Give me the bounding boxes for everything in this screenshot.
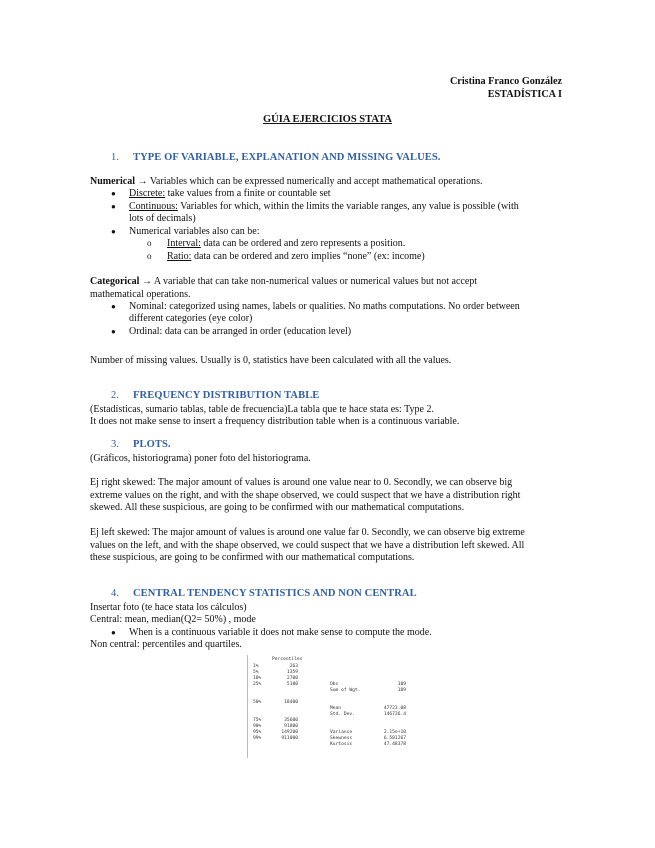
stata-stat-value: 47.48378: [383, 742, 406, 747]
course-name: ESTADÍSTICA I: [487, 89, 562, 100]
stata-pct-value: 5100: [286, 682, 298, 687]
stata-stat-label: Std. Dev.: [330, 712, 355, 717]
discrete-term: Discrete:: [129, 188, 166, 199]
section-4-title: CENTRAL TENDENCY STATISTICS AND NON CENTRAL: [133, 588, 417, 599]
stata-summary-output: [247, 655, 418, 758]
stata-stat-value: 109: [397, 688, 406, 693]
continuous-def-1: Variables for which, within the limits the variable ranges, any value is possible (with: [177, 201, 519, 212]
continuous-def-2: lots of decimals): [129, 213, 196, 224]
section-2-title: FREQUENCY DISTRIBUTION TABLE: [133, 390, 320, 401]
stata-percentiles-header: Percentiles: [272, 657, 303, 662]
section-4-heading: [111, 588, 417, 599]
stata-pct-value: 1359: [286, 670, 298, 675]
right-skewed-line-1: Ej right skewed: The major amount of values is around one value near to 0. Secondly, we can observe big: [90, 477, 513, 488]
bullet-icon: ●: [111, 628, 116, 637]
stata-pct-label: 50%: [253, 700, 262, 705]
stata-stat-value: 2.15e+10: [383, 730, 406, 735]
author-name: Cristina Franco González: [449, 76, 562, 87]
bullet-icon: ●: [111, 202, 116, 211]
stata-pct-label: 5%: [253, 670, 259, 675]
frequency-line-1: (Estadísticas, sumario tablas, table de frecuencia)La tabla que te hace stata es: Type 2.: [90, 404, 434, 415]
central-line-2: Central: mean, median(Q2= 50%) , mode: [90, 614, 256, 625]
stata-stat-label: Mean: [330, 706, 342, 711]
section-4-number: 4.: [111, 588, 120, 599]
stata-stat-label: Skewness: [330, 736, 353, 741]
central-line-1: Insertar foto (te hace stata los cálculos): [90, 602, 247, 613]
stata-pct-label: 95%: [253, 730, 262, 735]
section-1-heading: [111, 152, 441, 163]
non-central-line: Non central: percentiles and quartiles.: [90, 639, 242, 650]
stata-stat-value: 146726.4: [383, 712, 406, 717]
interval-item: [167, 238, 405, 251]
section-1-title: TYPE OF VARIABLE, EXPLANATION AND MISSING VALUES.: [133, 152, 441, 163]
circle-bullet-icon: o: [147, 238, 152, 248]
stata-pct-value: 149200: [281, 730, 298, 735]
stata-pct-label: 10%: [253, 676, 262, 681]
bullet-icon: ●: [111, 327, 116, 336]
document-title: GÚIA EJERCICIOS STATA: [263, 114, 392, 125]
bullet-icon: ●: [111, 189, 116, 198]
ratio-item: [167, 251, 425, 264]
stata-pct-value: 91800: [284, 724, 298, 729]
stata-pct-label: 1%: [253, 664, 259, 669]
right-skewed-line-2: extreme values on the right, and with the shape observed, we could suspect that we have a distribution right: [90, 490, 521, 501]
ordinal-item: Ordinal: data can be arranged in order (education level): [129, 326, 352, 337]
plots-line-1: (Gráficos, historiograma) poner foto del historiograma.: [90, 453, 311, 464]
continuous-term: Continuous:: [129, 201, 178, 212]
section-3-heading: [111, 439, 171, 450]
left-skewed-line-2: values on the left, and with the shape observed, we could suspect that we have a distribution left skewed. All: [90, 540, 525, 551]
stata-pct-label: 75%: [253, 718, 262, 723]
mode-note: When is a continuous variable it does not make sense to compute the mode.: [129, 627, 432, 638]
stata-pct-value: 911000: [281, 736, 298, 741]
section-2-number: 2.: [111, 390, 120, 401]
discrete-item: [129, 188, 331, 201]
section-2-heading: [111, 390, 319, 401]
missing-values-text: Number of missing values. Usually is 0, statistics have been calculated with all the values.: [90, 355, 452, 366]
stata-stat-label: Sum of Wgt.: [330, 688, 361, 693]
numerical-also: Numerical variables also can be:: [129, 226, 260, 237]
section-3-number: 3.: [111, 439, 120, 450]
stata-stat-label: Kurtosis: [330, 742, 353, 747]
stata-pct-value: 263: [289, 664, 298, 669]
continuous-item: [129, 201, 519, 214]
stata-pct-value: 2700: [286, 676, 298, 681]
numerical-definition: [90, 176, 482, 189]
stata-stat-label: Obs: [330, 682, 339, 687]
stata-stat-value: 47723.08: [383, 706, 406, 711]
numerical-term: Numerical: [90, 176, 135, 187]
categorical-definition: [90, 276, 477, 289]
stata-stat-value: 109: [397, 682, 406, 687]
right-skewed-line-3: skewed. All these suspicious, are going to be confirmed with our mathematical computations.: [90, 502, 465, 513]
bullet-icon: ●: [111, 302, 116, 311]
nominal-line-2: different categories (eye color): [129, 313, 253, 324]
left-skewed-line-3: these suspicious, are going to be confirmed with our mathematical computations.: [90, 552, 415, 563]
stata-stat-label: Variance: [330, 730, 353, 735]
circle-bullet-icon: o: [147, 251, 152, 261]
stata-pct-label: 90%: [253, 724, 262, 729]
ratio-def: data can be ordered and zero implies “none” (ex: income): [191, 251, 425, 262]
categorical-def-1: → A variable that can take non-numerical values or numerical values but not accept: [139, 276, 478, 287]
stata-pct-label: 99%: [253, 736, 262, 741]
categorical-def-2: mathematical operations.: [90, 289, 191, 300]
section-3-title: PLOTS.: [133, 439, 171, 450]
discrete-def: take values from a finite or countable set: [165, 188, 331, 199]
categorical-term: Categorical: [90, 276, 140, 287]
stata-pct-value: 18400: [284, 700, 298, 705]
interval-term: Interval:: [167, 238, 201, 249]
numerical-def: → Variables which can be expressed numerically and accept mathematical operations.: [135, 176, 483, 187]
bullet-icon: ●: [111, 227, 116, 236]
section-1-number: 1.: [111, 152, 120, 163]
frequency-line-2: It does not make sense to insert a frequency distribution table when is a continuous variable.: [90, 416, 460, 427]
ratio-term: Ratio:: [167, 251, 192, 262]
stata-pct-label: 25%: [253, 682, 262, 687]
interval-def: data can be ordered and zero represents a position.: [200, 238, 406, 249]
stata-stat-value: 6.581267: [383, 736, 406, 741]
left-skewed-line-1: Ej left skewed: The major amount of values is around one value far 0. Secondly, we can observe big extreme: [90, 527, 525, 538]
stata-pct-value: 35600: [284, 718, 298, 723]
nominal-line-1: Nominal: categorized using names, labels or qualities. No maths computations. No order between: [129, 301, 520, 312]
